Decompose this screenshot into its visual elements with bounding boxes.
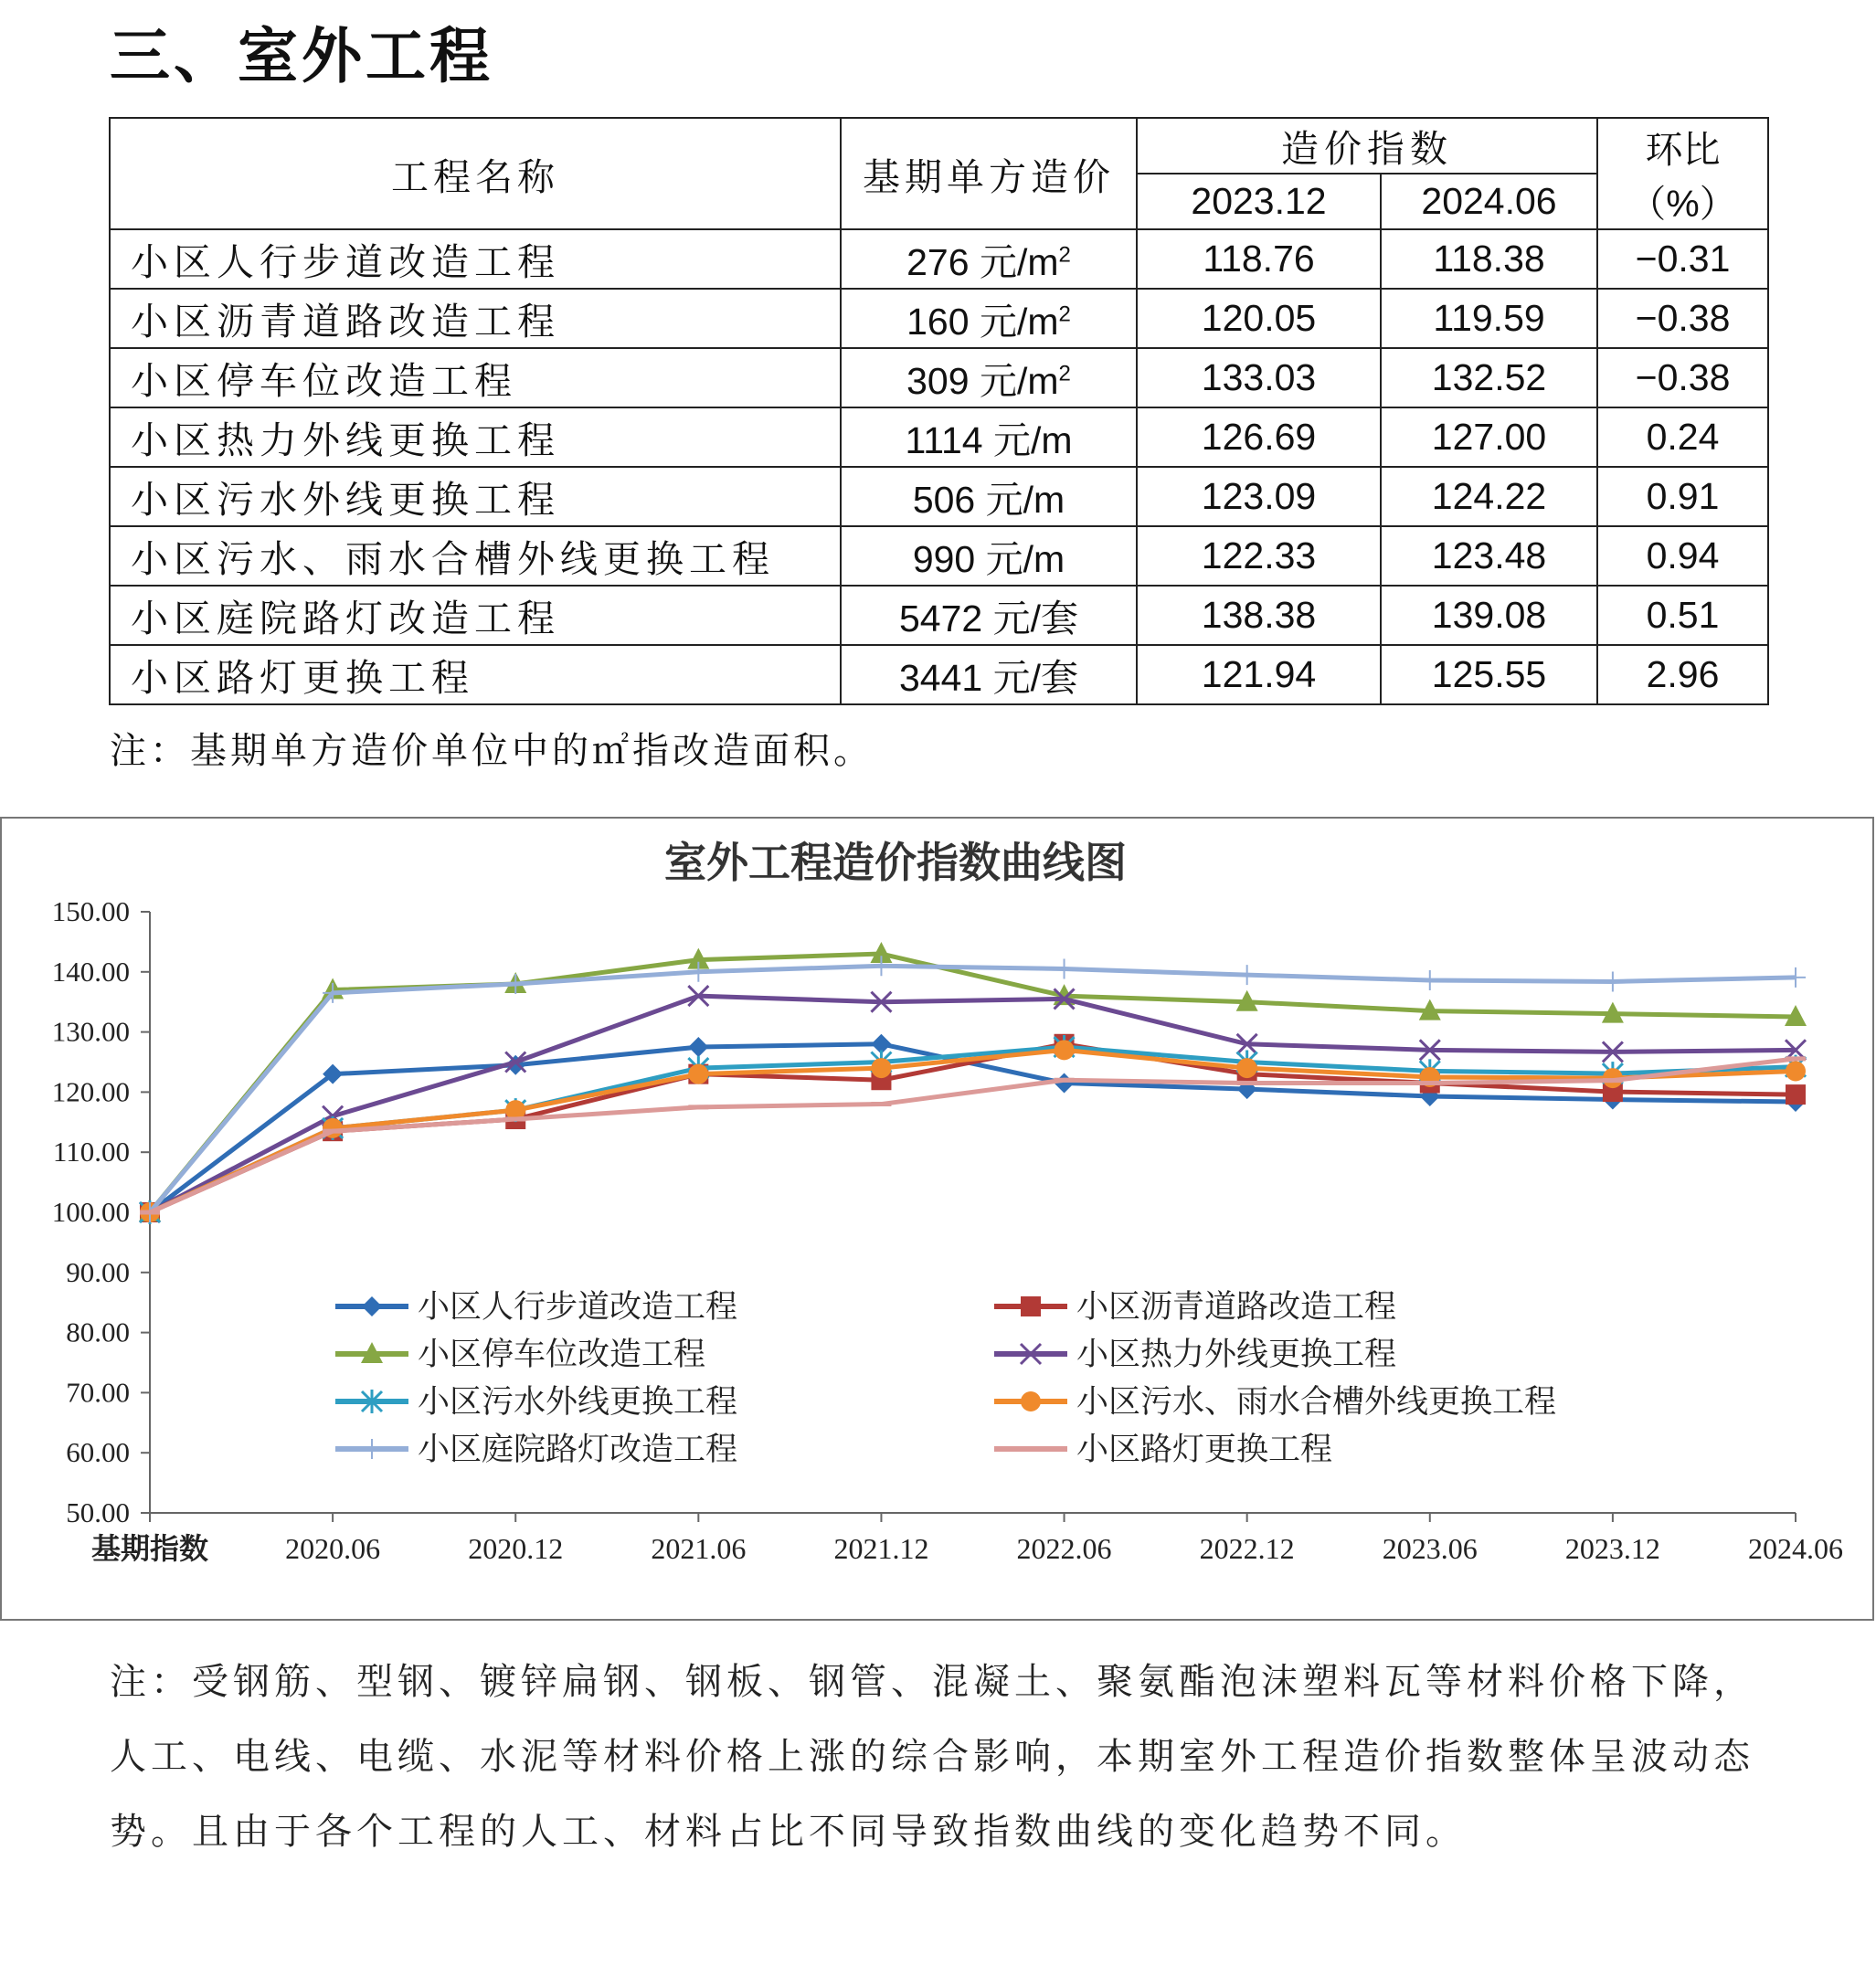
project-name-cell: 小区路灯更换工程 bbox=[110, 645, 841, 704]
header-base-price: 基期单方造价 bbox=[841, 118, 1137, 229]
series-line bbox=[150, 996, 1796, 1212]
header-project-name: 工程名称 bbox=[110, 118, 841, 229]
data-point bbox=[871, 1058, 891, 1078]
header-period-2: 2024.06 bbox=[1381, 174, 1597, 229]
y-tick-label: 120.00 bbox=[51, 1075, 130, 1108]
y-tick-label: 70.00 bbox=[66, 1376, 130, 1409]
project-name-cell: 小区人行步道改造工程 bbox=[110, 229, 841, 289]
legend-label: 小区人行步道改造工程 bbox=[418, 1289, 738, 1326]
ratio-cell: −0.31 bbox=[1597, 229, 1768, 289]
price-unit: 元/m bbox=[979, 360, 1059, 402]
series-6 bbox=[140, 1040, 1806, 1222]
y-tick-label: 130.00 bbox=[51, 1015, 130, 1048]
y-tick-label: 50.00 bbox=[66, 1496, 130, 1528]
table-row bbox=[110, 526, 1768, 586]
y-tick-label: 150.00 bbox=[51, 895, 130, 927]
ratio-cell: 0.91 bbox=[1597, 467, 1768, 526]
base-price-cell bbox=[841, 407, 1137, 467]
index-2024-06-cell: 118.38 bbox=[1381, 229, 1597, 289]
base-price-cell bbox=[841, 348, 1137, 407]
legend-item bbox=[994, 1289, 1396, 1326]
index-2023-12-cell: 123.09 bbox=[1137, 467, 1381, 526]
series-line bbox=[150, 1059, 1796, 1212]
header-ratio-line2: （%） bbox=[1628, 183, 1737, 225]
base-price-cell bbox=[841, 526, 1137, 586]
section-heading: 三、室外工程 bbox=[110, 21, 493, 91]
header-ratio bbox=[1597, 118, 1768, 229]
index-2024-06-cell: 123.48 bbox=[1381, 526, 1597, 586]
base-price-cell bbox=[841, 645, 1137, 704]
x-tick-label: 基期指数 bbox=[90, 1531, 209, 1566]
project-name-cell: 小区庭院路灯改造工程 bbox=[110, 586, 841, 645]
price-number: 160 bbox=[906, 301, 970, 343]
project-name-cell: 小区停车位改造工程 bbox=[110, 348, 841, 407]
price-unit: 元/m bbox=[985, 479, 1065, 521]
legend-marker bbox=[1021, 1391, 1041, 1411]
legend-item bbox=[335, 1289, 737, 1326]
index-2023-12-cell: 138.38 bbox=[1137, 586, 1381, 645]
x-tick-label: 2021.12 bbox=[833, 1532, 929, 1565]
price-unit: 元/m bbox=[985, 538, 1065, 580]
legend-item bbox=[335, 1337, 705, 1373]
data-point bbox=[1786, 967, 1806, 988]
y-tick-label: 140.00 bbox=[51, 955, 130, 988]
x-tick-label: 2023.12 bbox=[1564, 1532, 1660, 1565]
legend-label: 小区污水外线更换工程 bbox=[418, 1384, 738, 1421]
chart-title: 室外工程造价指数曲线图 bbox=[664, 838, 1127, 887]
index-2024-06-cell: 127.00 bbox=[1381, 407, 1597, 467]
price-unit-sup: 2 bbox=[1058, 301, 1071, 327]
price-number: 3441 bbox=[898, 657, 983, 699]
price-unit: 元/套 bbox=[992, 597, 1079, 640]
legend-item bbox=[994, 1337, 1396, 1373]
price-unit: 元/m bbox=[979, 301, 1059, 343]
legend-marker bbox=[362, 1439, 382, 1459]
ratio-cell: −0.38 bbox=[1597, 289, 1768, 348]
price-number: 990 bbox=[912, 538, 976, 580]
price-number: 309 bbox=[906, 360, 970, 402]
x-tick-label: 2021.06 bbox=[651, 1532, 747, 1565]
x-tick-label: 2020.12 bbox=[468, 1532, 564, 1565]
price-number: 1114 bbox=[905, 419, 983, 461]
project-name-cell: 小区沥青道路改造工程 bbox=[110, 289, 841, 348]
ratio-cell: 2.96 bbox=[1597, 645, 1768, 704]
project-name-cell: 小区热力外线更换工程 bbox=[110, 407, 841, 467]
base-price-cell bbox=[841, 586, 1137, 645]
data-point bbox=[1237, 965, 1257, 985]
base-price-cell bbox=[841, 289, 1137, 348]
base-price-cell bbox=[841, 229, 1137, 289]
data-point bbox=[1603, 971, 1623, 991]
legend-marker bbox=[362, 1296, 382, 1316]
x-tick-label: 2024.06 bbox=[1748, 1532, 1843, 1565]
project-name-cell: 小区污水外线更换工程 bbox=[110, 467, 841, 526]
y-tick-label: 90.00 bbox=[66, 1255, 130, 1288]
legend-label: 小区庭院路灯改造工程 bbox=[418, 1432, 738, 1468]
legend-marker bbox=[1021, 1296, 1041, 1316]
ratio-cell: 0.51 bbox=[1597, 586, 1768, 645]
legend-label: 小区热力外线更换工程 bbox=[1076, 1337, 1397, 1373]
price-unit: 元/套 bbox=[992, 657, 1079, 699]
y-tick-label: 100.00 bbox=[51, 1196, 130, 1228]
data-point bbox=[688, 1064, 708, 1084]
legend-label: 小区沥青道路改造工程 bbox=[1076, 1289, 1397, 1326]
index-2024-06-cell: 132.52 bbox=[1381, 348, 1597, 407]
x-tick-label: 2022.06 bbox=[1016, 1532, 1112, 1565]
index-2024-06-cell: 125.55 bbox=[1381, 645, 1597, 704]
ratio-cell: 0.94 bbox=[1597, 526, 1768, 586]
data-point bbox=[1786, 1084, 1806, 1105]
index-line-chart bbox=[0, 817, 1874, 1621]
chart-canvas bbox=[2, 819, 1872, 1619]
price-number: 5472 bbox=[898, 597, 983, 640]
project-name-cell: 小区污水、雨水合槽外线更换工程 bbox=[110, 526, 841, 586]
legend-item bbox=[335, 1384, 737, 1421]
price-unit-sup: 2 bbox=[1058, 242, 1071, 268]
legend-label: 小区污水、雨水合槽外线更换工程 bbox=[1076, 1384, 1557, 1421]
data-point bbox=[688, 1037, 708, 1057]
chart-note: 注：受钢筋、型钢、镀锌扁钢、钢板、钢管、混凝土、聚氨酯泡沫塑料瓦等材料价格下降，人工、电线、电缆、水泥等材料价格上涨的综合影响，本期室外工程造价指数整体呈波动态势。且由于各个工程的人工、材料占比不同导致指数曲线的变化趋势不同。 bbox=[110, 1661, 1754, 1853]
ratio-cell: −0.38 bbox=[1597, 348, 1768, 407]
table-row bbox=[110, 229, 1768, 289]
x-tick-label: 2022.12 bbox=[1199, 1532, 1295, 1565]
data-point bbox=[1055, 1040, 1075, 1060]
price-number: 506 bbox=[912, 479, 976, 521]
data-point bbox=[1420, 970, 1440, 990]
index-2023-12-cell: 120.05 bbox=[1137, 289, 1381, 348]
index-2023-12-cell: 133.03 bbox=[1137, 348, 1381, 407]
legend-label: 小区停车位改造工程 bbox=[418, 1337, 706, 1373]
price-unit-sup: 2 bbox=[1058, 361, 1071, 386]
header-index-group: 造价指数 bbox=[1137, 118, 1597, 174]
series-8 bbox=[140, 1059, 1806, 1212]
index-2024-06-cell: 119.59 bbox=[1381, 289, 1597, 348]
table-row bbox=[110, 289, 1768, 348]
table-row bbox=[110, 645, 1768, 704]
table-note: 注：基期单方造价单位中的㎡指改造面积。 bbox=[110, 730, 874, 772]
index-2024-06-cell: 139.08 bbox=[1381, 586, 1597, 645]
data-point bbox=[1237, 1058, 1257, 1078]
price-unit: 元/m bbox=[992, 419, 1073, 461]
header-period-1: 2023.12 bbox=[1137, 174, 1381, 229]
x-tick-label: 2020.06 bbox=[285, 1532, 381, 1565]
legend-item bbox=[994, 1432, 1332, 1468]
x-tick-label: 2023.06 bbox=[1382, 1532, 1478, 1565]
legend-item bbox=[335, 1432, 737, 1468]
index-2023-12-cell: 122.33 bbox=[1137, 526, 1381, 586]
price-unit: 元/m bbox=[979, 241, 1059, 283]
table-row bbox=[110, 348, 1768, 407]
legend-item bbox=[994, 1384, 1556, 1421]
index-2023-12-cell: 126.69 bbox=[1137, 407, 1381, 467]
ratio-cell: 0.24 bbox=[1597, 407, 1768, 467]
price-number: 276 bbox=[906, 241, 970, 283]
table-row bbox=[110, 407, 1768, 467]
base-price-cell bbox=[841, 467, 1137, 526]
table-row bbox=[110, 586, 1768, 645]
y-tick-label: 80.00 bbox=[66, 1316, 130, 1348]
cost-index-table bbox=[109, 117, 1769, 705]
data-point bbox=[1786, 1062, 1806, 1082]
y-tick-label: 110.00 bbox=[52, 1136, 130, 1168]
index-2023-12-cell: 118.76 bbox=[1137, 229, 1381, 289]
index-2024-06-cell: 124.22 bbox=[1381, 467, 1597, 526]
table-row bbox=[110, 467, 1768, 526]
header-ratio-line1: 环比 bbox=[1645, 129, 1721, 171]
y-tick-label: 60.00 bbox=[66, 1436, 130, 1469]
data-point bbox=[1055, 959, 1075, 979]
series-4 bbox=[140, 986, 1806, 1222]
index-2023-12-cell: 121.94 bbox=[1137, 645, 1381, 704]
legend-label: 小区路灯更换工程 bbox=[1076, 1432, 1333, 1468]
